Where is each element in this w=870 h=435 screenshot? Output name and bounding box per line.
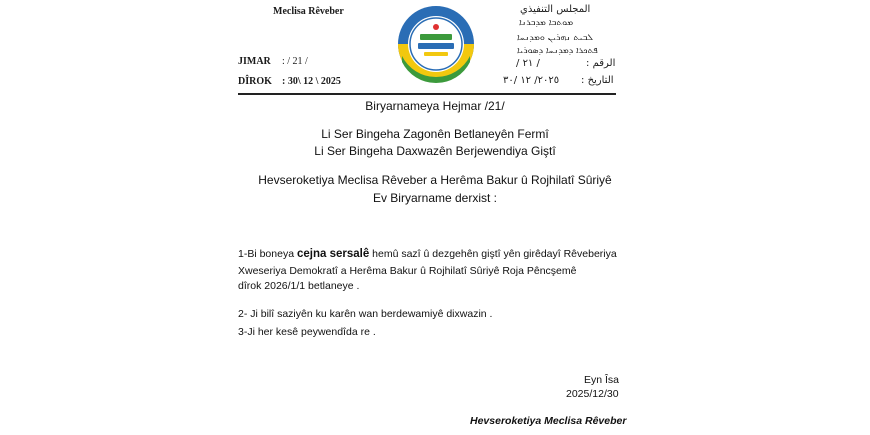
arabic-number-value: / ٢١ / [516,58,540,69]
arabic-date-label: : التاريخ [581,75,614,86]
decrees-heading: Ev Biryarname derxist : [372,191,498,205]
org-name-arabic: المجلس التنفيذي [520,4,591,15]
number-label: JIMAR [238,56,271,67]
decree-item-1 [238,248,617,260]
legal-basis-1: Li Ser Bingeha Zagonên Betlaneyên Fermî [321,127,549,141]
council-logo-icon [396,4,476,84]
header-divider [238,93,616,95]
legal-basis-2: Li Ser Bingeha Daxwazên Berjewendiya Giştî [314,144,556,158]
arabic-date-value: ٢٠٢٥/ ١٢ /٣٠ [503,75,560,86]
issuing-authority: Hevseroketiya Meclisa Rêveber a Herêma Bakur û Rojhilatî Sûriyê [258,173,612,187]
date-label: DÎROK [238,76,272,87]
decree-item-3: 3-Ji her kesê peywendîda re . [238,326,376,338]
signing-date: 2025/12/30 [566,388,619,400]
date-value: : 30\ 12 \ 2025 [282,76,341,87]
number-value: : / 21 / [282,56,308,67]
decree-item-1-line-2: Xweseriya Demokratî a Herêma Bakur û Rojhilatî Sûriyê Roja Pêncşemê [238,265,577,277]
decree-number-title: Biryarnameya Hejmar /21/ [365,99,505,113]
place: Eyn Îsa [584,374,620,386]
decree-item-1-line-3: dîrok 2026/1/1 betlaneye . [238,280,360,292]
org-name-syriac-1: ܡܘܬܒܐ ܡܕܒܪܢܐ [519,18,574,28]
org-name-syriac-3: ܦܬܟܪܐ ܕܡܕܢܚܐ ܕܣܘܪܝܐ [517,46,598,56]
signature-block: Hevseroketiya Meclisa Rêveber [470,415,627,427]
decree-item-1-rest: hemû sazî û dezgehên giştî yên girêdayî Rêveberiya [369,248,617,260]
org-name-syriac-2: ܠܒܝܬ ܢܗܪܝܢ ܘܡܕܢܚܐ [517,33,594,43]
decree-item-1-prefix: 1-Bi boneya [238,248,297,260]
decree-item-2: 2- Ji bilî saziyên ku karên wan berdewamiyê dixwazin . [238,308,493,320]
org-name-kurdish: Meclisa Rêveber [273,6,344,17]
arabic-number-label: : الرقم [586,58,616,69]
holiday-name: cejna sersalê [296,248,370,260]
